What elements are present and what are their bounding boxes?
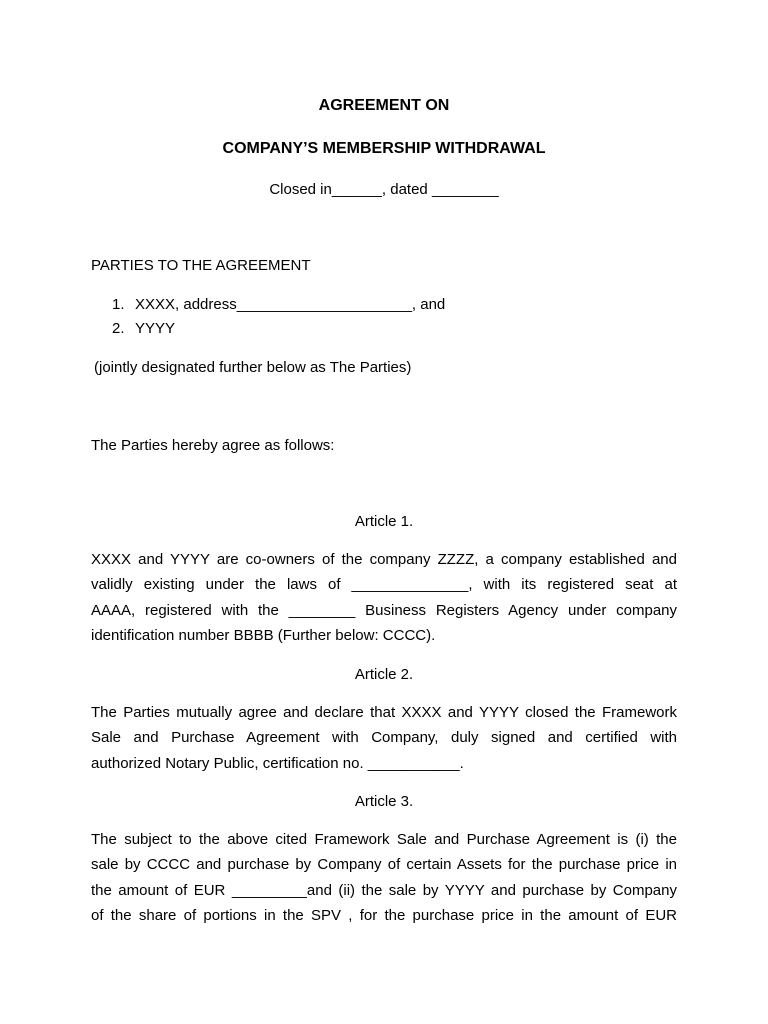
article-3-line: The subject to the above cited Framework Sale and Purchase Agreement is (i) the (91, 831, 677, 848)
article-1-line: validly existing under the laws of ______________, with its registered seat at (91, 576, 677, 593)
article-2-line: The Parties mutually agree and declare that XXXX and YYYY closed the Framework (91, 704, 677, 721)
article-3-heading: Article 3. (354, 793, 414, 810)
article-3-line: the amount of EUR _________and (ii) the sale by YYYY and purchase by Company (91, 882, 677, 899)
article-1-line: AAAA, registered with the ________ Business Registers Agency under company (91, 602, 677, 619)
article-3-line: of the share of portions in the SPV , for the purchase price in the amount of EUR (91, 907, 677, 924)
list-number: 1. (112, 296, 125, 313)
closed-date-line: Closed in______, dated ________ (269, 181, 499, 198)
article-1-line: identification number BBBB (Further below: CCCC). (91, 627, 436, 644)
article-1-line: XXXX and YYYY are co-owners of the company ZZZZ, a company established and (91, 551, 677, 568)
article-3-line: sale by CCCC and purchase by Company of certain Assets for the purchase price in (91, 856, 677, 873)
party-text: XXXX, address_____________________, and (135, 296, 446, 313)
party-text: YYYY (135, 320, 176, 337)
jointly-note: (jointly designated further below as The Parties) (94, 359, 412, 376)
agree-intro: The Parties hereby agree as follows: (91, 437, 335, 454)
article-2-heading: Article 2. (354, 666, 414, 683)
article-1-heading: Article 1. (354, 513, 414, 530)
article-2-line: authorized Notary Public, certification no. ___________. (91, 755, 464, 772)
title-line-1: AGREEMENT ON (318, 97, 450, 114)
title-line-2: COMPANY’S MEMBERSHIP WITHDRAWAL (222, 140, 546, 157)
article-2-line: Sale and Purchase Agreement with Company, duly signed and certified with (91, 729, 677, 746)
list-number: 2. (112, 320, 125, 337)
parties-heading: PARTIES TO THE AGREEMENT (91, 257, 311, 274)
